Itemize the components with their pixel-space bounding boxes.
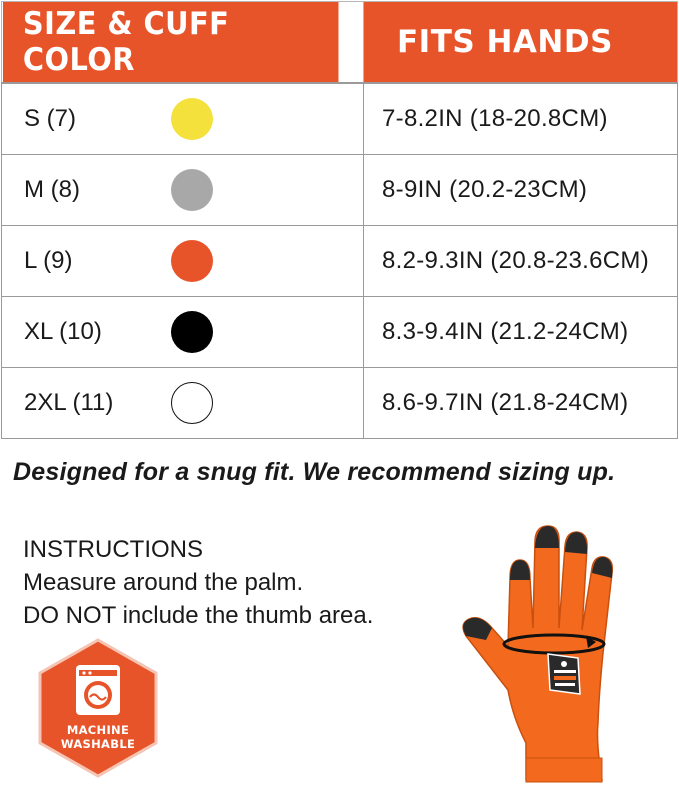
cuff-color-swatch (171, 311, 213, 353)
size-cell (2, 297, 364, 368)
instructions-block (23, 533, 373, 632)
table-row (2, 83, 678, 155)
table-row (2, 226, 678, 297)
size-cell (2, 83, 364, 155)
instructions-line: Measure around the palm. (23, 569, 304, 596)
cuff-color-swatch (171, 240, 213, 282)
size-label: 2XL (11) (24, 389, 114, 416)
fit-range: 8.2-9.3IN (20.8-23.6CM) (364, 226, 678, 297)
size-label: XL (10) (24, 318, 102, 345)
instructions-title: INSTRUCTIONS (23, 536, 203, 563)
fit-range: 7-8.2IN (18-20.8CM) (364, 83, 678, 155)
table-header-row (2, 2, 678, 84)
size-label: L (9) (24, 247, 73, 274)
sizing-note: Designed for a snug fit. We recommend sizing up. (13, 458, 616, 486)
cuff-color-swatch (171, 98, 213, 140)
table-row (2, 297, 678, 368)
cuff-color-swatch (171, 382, 213, 424)
size-chart-table (1, 1, 678, 439)
machine-washable-badge (35, 637, 161, 784)
washing-machine-icon (76, 665, 120, 715)
badge-line-2: WASHABLE (60, 737, 136, 751)
header-fits-hands: FITS HANDS (364, 2, 678, 84)
size-cell (2, 368, 364, 439)
brand-logo (548, 654, 580, 694)
size-label: S (7) (24, 105, 77, 132)
size-label: M (8) (24, 176, 80, 203)
fit-range: 8-9IN (20.2-23CM) (364, 155, 678, 226)
glove-measure-icon (458, 518, 638, 783)
table-row (2, 368, 678, 439)
instructions-line: DO NOT include the thumb area. (23, 602, 374, 629)
size-cell (2, 155, 364, 226)
fit-range: 8.6-9.7IN (21.8-24CM) (364, 368, 678, 439)
table-row (2, 155, 678, 226)
hexagon-badge-shape (35, 637, 161, 779)
badge-line-1: MACHINE (66, 723, 130, 737)
glove-illustration (458, 518, 638, 788)
size-cell (2, 226, 364, 297)
cuff-color-swatch (171, 169, 213, 211)
fit-range: 8.3-9.4IN (21.2-24CM) (364, 297, 678, 368)
header-size-cuff-color: SIZE & CUFF COLOR (2, 2, 339, 84)
